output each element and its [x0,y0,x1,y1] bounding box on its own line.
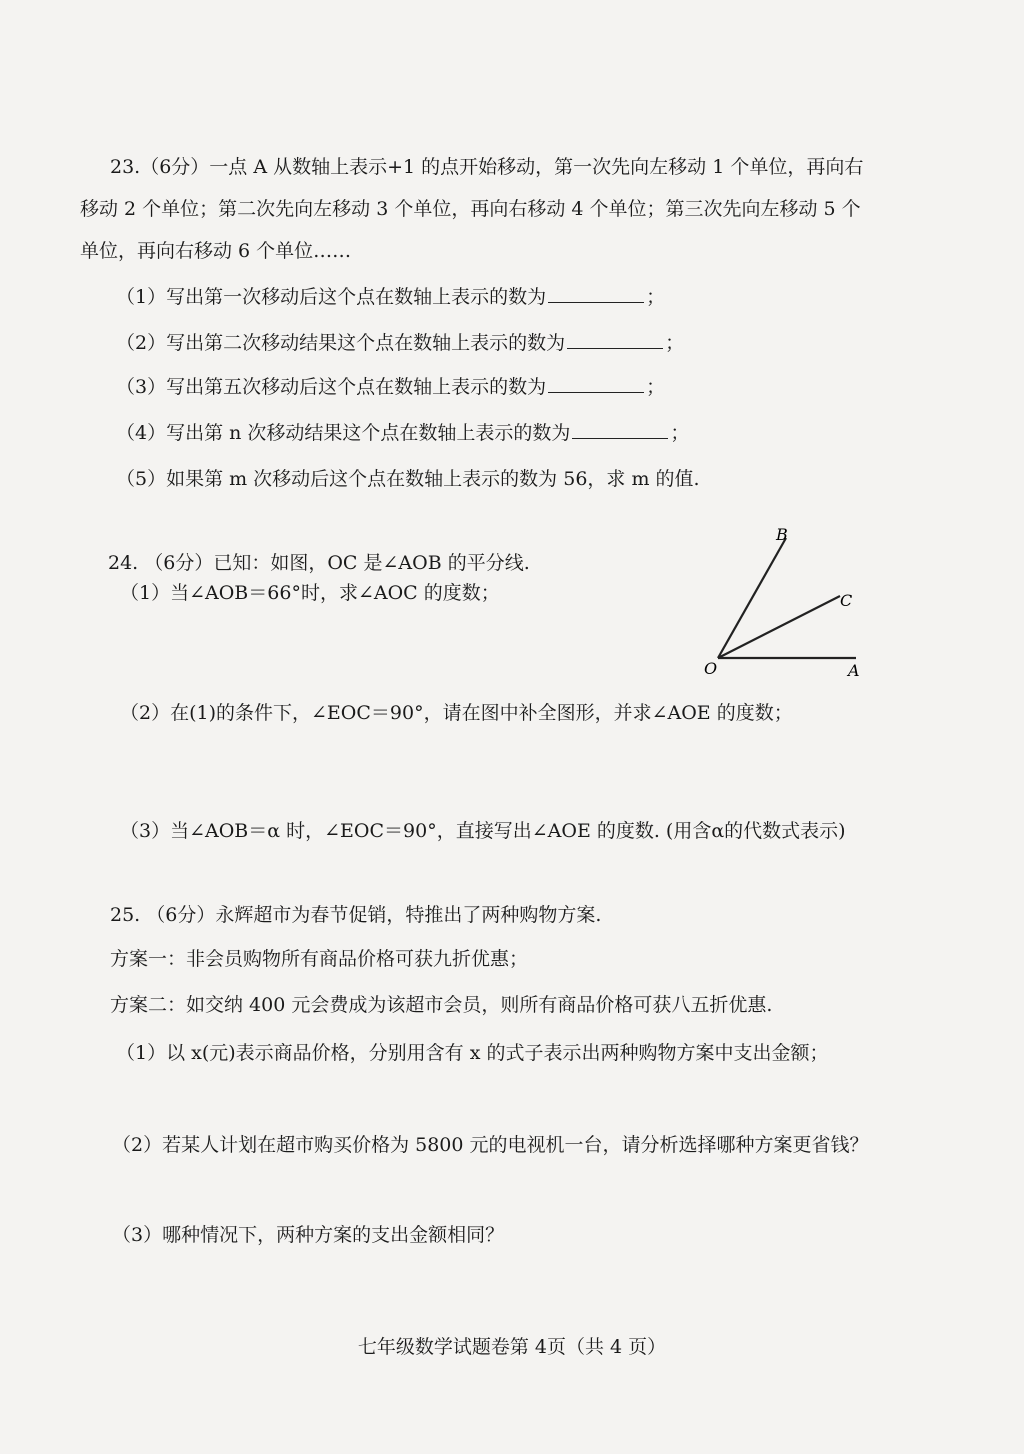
q25-part3: （3）哪种情况下，两种方案的支出金额相同？ [112,1224,505,1246]
q24-part1: （1）当∠AOB＝66°时，求∠AOC 的度数； [120,582,500,604]
semicolon: ； [665,332,685,354]
q24-stem: 24. （6分）已知：如图，OC 是∠AOB 的平分线. [108,552,530,574]
q23-line3: 单位，再向右移动 6 个单位…… [80,240,352,262]
q23-part4-text: （4）写出第 n 次移动结果这个点在数轴上表示的数为 [116,422,571,444]
label-o: O [704,659,718,676]
angle-figure [700,526,870,676]
label-b: B [776,526,788,544]
label-c: C [840,591,853,610]
q23-part2-text: （2）写出第二次移动结果这个点在数轴上表示的数为 [116,332,566,354]
q23-part5: （5）如果第 m 次移动后这个点在数轴上表示的数为 56，求 m 的值. [116,468,700,490]
q24-part3: （3）当∠AOB＝α 时，∠EOC＝90°，直接写出∠AOE 的度数. (用含α的代数式表示) [120,820,846,842]
q23-part3-text: （3）写出第五次移动后这个点在数轴上表示的数为 [116,376,547,398]
semicolon: ； [646,286,666,308]
q23-line1: 23.（6分）一点 A 从数轴上表示+1 的点开始移动，第一次先向左移动 1 个单位，再向右 [110,156,864,178]
page-footer: 七年级数学试题卷第 4页（共 4 页） [357,1336,667,1358]
answer-blank[interactable] [548,284,644,303]
q23-part1 [116,284,665,310]
label-a: A [848,661,860,676]
q23-part3 [116,374,665,400]
q23-part4 [116,420,689,446]
q25-plan1: 方案一：非会员购物所有商品价格可获九折优惠； [110,948,529,970]
q24-part2: （2）在(1)的条件下，∠EOC＝90°，请在图中补全图形，并求∠AOE 的度数； [120,702,793,724]
q25-part1: （1）以 x(元)表示商品价格，分别用含有 x 的式子表示出两种购物方案中支出金额； [116,1042,829,1064]
semicolon: ； [670,422,690,444]
answer-blank[interactable] [567,330,663,349]
q23-part2 [116,330,684,356]
semicolon: ； [646,376,666,398]
q25-stem: 25. （6分）永辉超市为春节促销，特推出了两种购物方案. [110,904,602,926]
answer-blank[interactable] [572,420,668,439]
q23-line2: 移动 2 个单位；第二次先向左移动 3 个单位，再向右移动 4 个单位；第三次先向左移动 5 个 [80,198,861,220]
q25-plan2: 方案二：如交纳 400 元会费成为该超市会员，则所有商品价格可获八五折优惠. [110,994,773,1016]
q25-part2: （2）若某人计划在超市购买价格为 5800 元的电视机一台，请分析选择哪种方案更省钱？ [112,1134,869,1156]
q23-part1-text: （1）写出第一次移动后这个点在数轴上表示的数为 [116,286,547,308]
answer-blank[interactable] [548,374,644,393]
